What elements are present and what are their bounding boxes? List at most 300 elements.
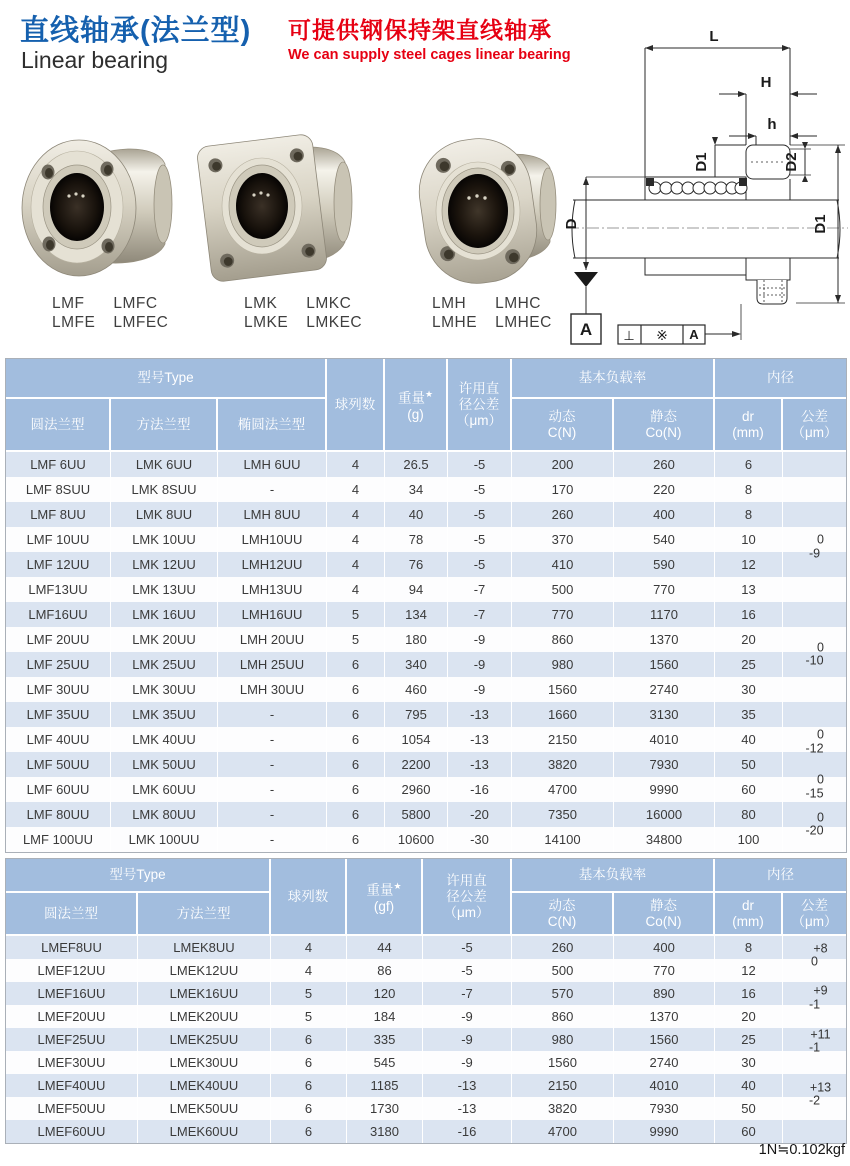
- table-cell: 2150: [512, 727, 614, 752]
- table-cell: -9: [423, 1028, 512, 1051]
- table-cell: 980: [512, 1028, 614, 1051]
- table-cell: 4: [271, 959, 347, 982]
- table-cell: 78: [385, 527, 448, 552]
- table-cell: 2200: [385, 752, 448, 777]
- col-header-static-load: 静态 Co(N): [614, 893, 715, 936]
- table-cell: 260: [512, 502, 614, 527]
- table-cell: 1730: [347, 1097, 423, 1120]
- table-cell: -5: [423, 936, 512, 959]
- table-cell: 3820: [512, 752, 614, 777]
- table-cell: LMEF50UU: [6, 1097, 138, 1120]
- table-cell: -5: [448, 502, 512, 527]
- table-cell: LMEK50UU: [138, 1097, 271, 1120]
- table-cell: 410: [512, 552, 614, 577]
- table-cell: 2740: [614, 677, 715, 702]
- table-cell: 1370: [614, 627, 715, 652]
- table-cell: 1560: [512, 1051, 614, 1074]
- table-cell: 9990: [614, 777, 715, 802]
- table-cell: 860: [512, 627, 614, 652]
- table-cell: 4010: [614, 727, 715, 752]
- table-cell: 6: [271, 1120, 347, 1143]
- table-cell: 50: [715, 752, 783, 777]
- table-cell: 260: [512, 936, 614, 959]
- table-cell: 26.5: [385, 452, 448, 477]
- table-cell: LMEF12UU: [6, 959, 138, 982]
- table-cell: LMEF20UU: [6, 1005, 138, 1028]
- table-cell: LMF13UU: [6, 577, 111, 602]
- table-cell: LMF 10UU: [6, 527, 111, 552]
- table-cell: LMF 40UU: [6, 727, 111, 752]
- col-header-square-flange: 方法兰型: [111, 399, 218, 452]
- col-header-ball-rows: 球列数: [271, 859, 347, 936]
- table-cell: LMH 30UU: [218, 677, 327, 702]
- table-row: [6, 602, 846, 627]
- table-cell: -20: [448, 802, 512, 827]
- table-cell: 12: [715, 552, 783, 577]
- table-cell: 6: [271, 1074, 347, 1097]
- col-header-static-load: 静态 Co(N): [614, 399, 715, 452]
- table-cell: 1054: [385, 727, 448, 752]
- table-cell: 20: [715, 627, 783, 652]
- table-cell: -: [218, 752, 327, 777]
- table-cell: LMEK60UU: [138, 1120, 271, 1143]
- table-cell: -7: [448, 602, 512, 627]
- col-header-weight: 重量★ (gf): [347, 859, 423, 936]
- table-cell: 860: [512, 1005, 614, 1028]
- table-cell: LMF16UU: [6, 602, 111, 627]
- table-cell: LMH 6UU: [218, 452, 327, 477]
- table-cell: LMF 25UU: [6, 652, 111, 677]
- product-models-oval: [432, 294, 552, 332]
- table-cell: 340: [385, 652, 448, 677]
- table-cell: 76: [385, 552, 448, 577]
- col-header-dynamic-load: 动态 C(N): [512, 893, 614, 936]
- col-header-bore-tolerance: 公差 （μm）: [783, 399, 846, 452]
- table-cell: 44: [347, 936, 423, 959]
- table-cell: 460: [385, 677, 448, 702]
- table-cell: 40: [715, 727, 783, 752]
- table-cell: 335: [347, 1028, 423, 1051]
- table-cell: 4: [327, 452, 385, 477]
- table1-header: [6, 359, 846, 452]
- table-cell: -9: [448, 677, 512, 702]
- table-cell: 540: [614, 527, 715, 552]
- table-cell: 3180: [347, 1120, 423, 1143]
- model-label: LMHEC: [495, 314, 552, 331]
- table-cell: 6: [271, 1028, 347, 1051]
- col-header-shaft-tolerance: 许用直 径公差 （μm）: [423, 859, 512, 936]
- col-group-load-rating: 基本负载率: [512, 859, 715, 893]
- table-cell: LMK 8SUU: [111, 477, 218, 502]
- table-cell: LMK 10UU: [111, 527, 218, 552]
- dimension-diagram: [565, 22, 850, 352]
- table-cell: -13: [448, 752, 512, 777]
- table-cell: 7930: [614, 1097, 715, 1120]
- table-row: [6, 959, 846, 982]
- table-cell: 10: [715, 527, 783, 552]
- table-row: [6, 702, 846, 727]
- table-cell: 8: [715, 936, 783, 959]
- table-cell: LMH 25UU: [218, 652, 327, 677]
- table-cell: -5: [423, 959, 512, 982]
- table-cell: 4: [271, 936, 347, 959]
- table-cell: 30: [715, 677, 783, 702]
- table-cell: 16000: [614, 802, 715, 827]
- table-cell: 6: [327, 652, 385, 677]
- table-cell: 25: [715, 652, 783, 677]
- table-row: [6, 502, 846, 527]
- table-cell: LMF 8UU: [6, 502, 111, 527]
- table-cell: LMK 6UU: [111, 452, 218, 477]
- product-photo-round-flange: [15, 124, 175, 296]
- model-label: LMK: [244, 295, 278, 312]
- table-cell: LMEF8UU: [6, 936, 138, 959]
- model-label: LMKC: [306, 295, 352, 312]
- table-cell: 4: [327, 527, 385, 552]
- dim-label-D2: D2: [783, 152, 800, 172]
- table-cell: -16: [448, 777, 512, 802]
- table-cell: LMK 13UU: [111, 577, 218, 602]
- table-cell: -: [218, 702, 327, 727]
- table-cell: 6: [271, 1051, 347, 1074]
- table-cell: 4: [327, 577, 385, 602]
- table-cell: -: [218, 777, 327, 802]
- table-cell: LMF 100UU: [6, 827, 111, 852]
- table-cell: 170: [512, 477, 614, 502]
- table-cell: 80: [715, 802, 783, 827]
- table-cell: LMF 30UU: [6, 677, 111, 702]
- table-cell: 6: [271, 1097, 347, 1120]
- table-cell: -5: [448, 527, 512, 552]
- table-cell: 184: [347, 1005, 423, 1028]
- table-row: [6, 1051, 846, 1074]
- table-cell: LMEK25UU: [138, 1028, 271, 1051]
- table-cell: LMK 60UU: [111, 777, 218, 802]
- bore-tolerance-value: 0 -10: [805, 640, 824, 668]
- table-row: [6, 452, 846, 477]
- table-row: [6, 652, 846, 677]
- table-row: [6, 936, 846, 959]
- table-cell: 60: [715, 777, 783, 802]
- table-cell: LMK 25UU: [111, 652, 218, 677]
- table-cell: LMEK40UU: [138, 1074, 271, 1097]
- table-cell: 200: [512, 452, 614, 477]
- table-cell: LMH12UU: [218, 552, 327, 577]
- table1-tolerance-overlay: [783, 452, 846, 852]
- reference-mark-icon: ※: [656, 327, 668, 343]
- table-cell: LMEK16UU: [138, 982, 271, 1005]
- table-row: [6, 477, 846, 502]
- table-cell: -9: [448, 627, 512, 652]
- table-cell: 5: [271, 1005, 347, 1028]
- table-cell: 12: [715, 959, 783, 982]
- table-row: [6, 1097, 846, 1120]
- table-cell: 134: [385, 602, 448, 627]
- table-cell: LMF 80UU: [6, 802, 111, 827]
- table-cell: -: [218, 727, 327, 752]
- table-cell: 6: [327, 777, 385, 802]
- model-label: LMKE: [244, 314, 289, 331]
- table-cell: LMEK12UU: [138, 959, 271, 982]
- table-row: [6, 577, 846, 602]
- table-cell: 16: [715, 982, 783, 1005]
- table-cell: 8: [715, 477, 783, 502]
- table-cell: 2740: [614, 1051, 715, 1074]
- table-cell: -5: [448, 552, 512, 577]
- table-cell: 795: [385, 702, 448, 727]
- table-cell: -13: [423, 1074, 512, 1097]
- dim-label-D: D: [563, 218, 580, 230]
- table-cell: LMEF16UU: [6, 982, 138, 1005]
- table-cell: LMF 60UU: [6, 777, 111, 802]
- table-cell: LMF 12UU: [6, 552, 111, 577]
- table-cell: -: [218, 827, 327, 852]
- product-photo-square-flange: [190, 120, 355, 298]
- col-group-model-type: 型号Type: [6, 859, 271, 893]
- table-cell: -9: [423, 1005, 512, 1028]
- table-cell: LMH10UU: [218, 527, 327, 552]
- table-cell: 400: [614, 936, 715, 959]
- table-cell: 6: [327, 727, 385, 752]
- col-header-bore-tolerance: 公差 （μm）: [783, 893, 846, 936]
- table-cell: -7: [448, 577, 512, 602]
- col-header-dr: dr (mm): [715, 893, 783, 936]
- table-cell: LMK 20UU: [111, 627, 218, 652]
- table-cell: 5: [327, 602, 385, 627]
- table-row: [6, 627, 846, 652]
- col-header-oval-flange: 椭圆法兰型: [218, 399, 327, 452]
- table-cell: 590: [614, 552, 715, 577]
- table-cell: LMK 35UU: [111, 702, 218, 727]
- dim-label-H: H: [760, 74, 772, 91]
- table-cell: LMH13UU: [218, 577, 327, 602]
- table-cell: LMEK20UU: [138, 1005, 271, 1028]
- model-label: LMFE: [52, 314, 96, 331]
- table-cell: LMH16UU: [218, 602, 327, 627]
- model-label: LMHC: [495, 295, 541, 312]
- table-cell: -5: [448, 477, 512, 502]
- table-cell: 6: [715, 452, 783, 477]
- table-cell: 260: [614, 452, 715, 477]
- table-row: [6, 552, 846, 577]
- table-cell: LMEK30UU: [138, 1051, 271, 1074]
- table2-header: [6, 859, 846, 936]
- table-cell: 500: [512, 577, 614, 602]
- table-cell: 7930: [614, 752, 715, 777]
- table-cell: -: [218, 477, 327, 502]
- table-cell: 1660: [512, 702, 614, 727]
- model-label: LMFEC: [113, 314, 169, 331]
- table2-rows: [6, 936, 846, 1143]
- dim-label-h: h: [767, 116, 777, 133]
- table-row: [6, 1120, 846, 1143]
- table-cell: LMEF60UU: [6, 1120, 138, 1143]
- table-cell: LMK 50UU: [111, 752, 218, 777]
- bore-tolerance-value: +9 -1: [808, 983, 828, 1012]
- table-cell: 86: [347, 959, 423, 982]
- table-cell: 1370: [614, 1005, 715, 1028]
- table-cell: 1185: [347, 1074, 423, 1097]
- table-cell: 1560: [614, 652, 715, 677]
- table-cell: 8: [715, 502, 783, 527]
- table-cell: 980: [512, 652, 614, 677]
- table-cell: 1560: [512, 677, 614, 702]
- table-cell: 220: [614, 477, 715, 502]
- perpendicularity-icon: ⊥: [623, 328, 635, 343]
- table-row: [6, 1074, 846, 1097]
- col-header-round-flange: 圆法兰型: [6, 399, 111, 452]
- table-cell: 7350: [512, 802, 614, 827]
- table-cell: -30: [448, 827, 512, 852]
- table-cell: 6: [327, 677, 385, 702]
- table-cell: -9: [448, 652, 512, 677]
- table-row: [6, 677, 846, 702]
- table-cell: 6: [327, 752, 385, 777]
- promo-text-en: We can supply steel cages linear bearing: [288, 47, 571, 63]
- table-cell: 6: [327, 702, 385, 727]
- col-group-model-type: 型号Type: [6, 359, 327, 399]
- table-cell: 120: [347, 982, 423, 1005]
- col-group-bore: 内径: [715, 859, 846, 893]
- unit-conversion-note: 1N≒0.102kgf: [758, 1142, 845, 1158]
- promo-text-zh: 可提供钢保持架直线轴承: [288, 17, 552, 43]
- table-cell: 2150: [512, 1074, 614, 1097]
- table-cell: -13: [448, 727, 512, 752]
- bore-tolerance-value: +13 -2: [808, 1080, 832, 1108]
- table-cell: LMEK8UU: [138, 936, 271, 959]
- table-cell: 20: [715, 1005, 783, 1028]
- table-cell: -16: [423, 1120, 512, 1143]
- table-cell: LMH 8UU: [218, 502, 327, 527]
- product-models-round: [52, 294, 168, 332]
- table-cell: 370: [512, 527, 614, 552]
- table-cell: -13: [423, 1097, 512, 1120]
- table-cell: 40: [385, 502, 448, 527]
- table-cell: 25: [715, 1028, 783, 1051]
- table-row: [6, 527, 846, 552]
- table-cell: 890: [614, 982, 715, 1005]
- table-cell: 1560: [614, 1028, 715, 1051]
- bore-tolerance-value: 0 -20: [805, 810, 824, 838]
- table-cell: 3130: [614, 702, 715, 727]
- model-label: LMKEC: [306, 314, 363, 331]
- table-cell: LMF 8SUU: [6, 477, 111, 502]
- table-cell: 770: [512, 602, 614, 627]
- table-cell: 4010: [614, 1074, 715, 1097]
- col-header-dr: dr (mm): [715, 399, 783, 452]
- spec-table-oval-flange: [5, 858, 847, 1144]
- table-cell: -13: [448, 702, 512, 727]
- table-cell: -7: [423, 982, 512, 1005]
- table-cell: LMK 8UU: [111, 502, 218, 527]
- table-cell: 4: [327, 477, 385, 502]
- table-cell: 30: [715, 1051, 783, 1074]
- table-cell: 6: [327, 827, 385, 852]
- col-group-bore: 内径: [715, 359, 846, 399]
- bore-tolerance-value: 0 -9: [808, 532, 824, 560]
- table-cell: 770: [614, 577, 715, 602]
- table-row: [6, 982, 846, 1005]
- model-label: LMH: [432, 295, 467, 312]
- model-label: LMF: [52, 295, 85, 312]
- table-cell: LMK 12UU: [111, 552, 218, 577]
- table-cell: LMF 20UU: [6, 627, 111, 652]
- frame-datum-label: A: [689, 327, 699, 342]
- table-cell: 94: [385, 577, 448, 602]
- table-row: [6, 827, 846, 852]
- table-cell: LMEF30UU: [6, 1051, 138, 1074]
- table-cell: 2960: [385, 777, 448, 802]
- dim-label-D1-flange: D1: [812, 214, 829, 234]
- table-cell: 34800: [614, 827, 715, 852]
- table-cell: 100: [715, 827, 783, 852]
- table-cell: 4700: [512, 1120, 614, 1143]
- table-cell: 545: [347, 1051, 423, 1074]
- model-label: LMFC: [113, 295, 158, 312]
- col-header-shaft-tolerance: 许用直 径公差 （μm）: [448, 359, 512, 452]
- table-cell: 16: [715, 602, 783, 627]
- table-cell: LMK 16UU: [111, 602, 218, 627]
- table-cell: 570: [512, 982, 614, 1005]
- table-cell: 500: [512, 959, 614, 982]
- col-group-load-rating: 基本负载率: [512, 359, 715, 399]
- col-header-weight: 重量★ (g): [385, 359, 448, 452]
- table-cell: 4700: [512, 777, 614, 802]
- table-cell: 1170: [614, 602, 715, 627]
- table1-rows: [6, 452, 846, 852]
- table-cell: 4: [327, 552, 385, 577]
- table-row: [6, 777, 846, 802]
- table-cell: 180: [385, 627, 448, 652]
- table-cell: 3820: [512, 1097, 614, 1120]
- bore-tolerance-value: +11 -1: [808, 1027, 831, 1055]
- table-cell: -5: [448, 452, 512, 477]
- table-cell: LMF 50UU: [6, 752, 111, 777]
- table-row: [6, 727, 846, 752]
- bore-tolerance-value: +8 0: [811, 941, 828, 969]
- datum-A-label: A: [579, 320, 593, 339]
- product-photo-oval-flange: [408, 124, 558, 299]
- table-cell: 400: [614, 502, 715, 527]
- col-header-dynamic-load: 动态 C(N): [512, 399, 614, 452]
- table-cell: LMK 80UU: [111, 802, 218, 827]
- product-models-square: [244, 294, 362, 332]
- table-row: [6, 802, 846, 827]
- table-cell: 6: [327, 802, 385, 827]
- dim-label-D1-pilot: D1: [693, 152, 710, 172]
- table2-tolerance-overlay: [783, 936, 846, 1143]
- table-cell: 9990: [614, 1120, 715, 1143]
- table-cell: 50: [715, 1097, 783, 1120]
- table-cell: -9: [423, 1051, 512, 1074]
- table-cell: 5: [327, 627, 385, 652]
- table-cell: LMK 30UU: [111, 677, 218, 702]
- table-cell: 34: [385, 477, 448, 502]
- table-cell: 40: [715, 1074, 783, 1097]
- table-cell: 14100: [512, 827, 614, 852]
- table-cell: LMH 20UU: [218, 627, 327, 652]
- table-cell: 13: [715, 577, 783, 602]
- page-title-en: Linear bearing: [21, 47, 169, 73]
- col-header-square-flange: 方法兰型: [138, 893, 271, 936]
- table-row: [6, 752, 846, 777]
- col-header-ball-rows: 球列数: [327, 359, 385, 452]
- table-row: [6, 1028, 846, 1051]
- table-cell: LMF 6UU: [6, 452, 111, 477]
- table-cell: LMF 35UU: [6, 702, 111, 727]
- spec-table-flange: [5, 358, 847, 853]
- table-cell: LMK 40UU: [111, 727, 218, 752]
